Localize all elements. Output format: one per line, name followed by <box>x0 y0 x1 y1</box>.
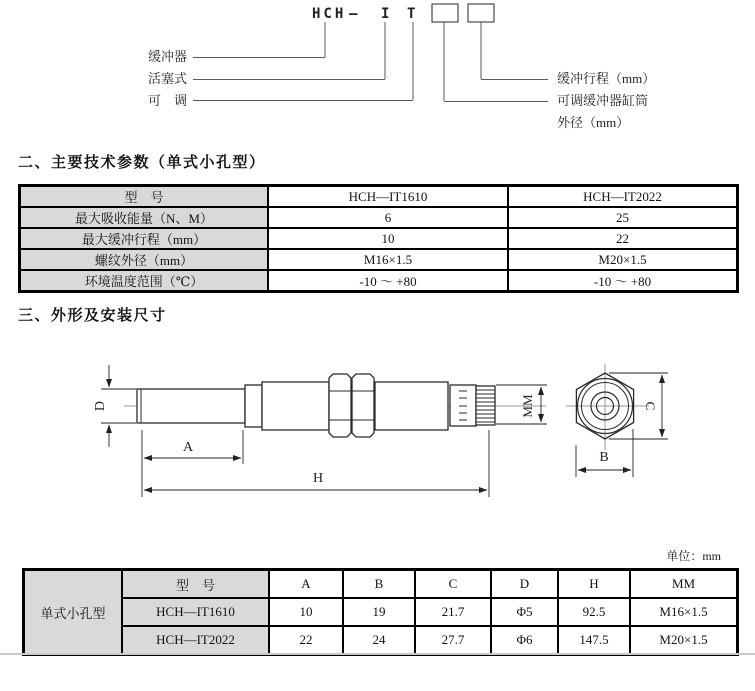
param-value: 22 <box>508 228 737 249</box>
value-cell: M20×1.5 <box>630 626 737 654</box>
table-row <box>20 270 737 291</box>
code-box-diameter <box>432 4 458 22</box>
category-cell: 单式小孔型 <box>24 570 122 654</box>
unit-note: 单位：mm <box>666 549 721 563</box>
model-code-prefix: HCH <box>312 6 347 22</box>
model-code-piston: I <box>381 6 390 22</box>
header-cell: D <box>491 570 558 598</box>
dimensions-table <box>22 568 739 656</box>
value-cell: 10 <box>269 598 343 626</box>
value-cell: 24 <box>343 626 415 654</box>
dim-label-b: B <box>599 450 609 465</box>
value-cell: M16×1.5 <box>630 598 737 626</box>
label-adjustable: 可 调 <box>148 93 188 108</box>
model-code-adjustable: T <box>407 6 416 22</box>
body-left <box>262 382 329 430</box>
header-cell: 型 号 <box>122 570 269 598</box>
table-row <box>20 207 737 228</box>
table-row <box>20 186 737 207</box>
value-cell: 21.7 <box>415 598 491 626</box>
value-cell: 92.5 <box>558 598 630 626</box>
leader-lines <box>193 22 548 102</box>
value-cell: Φ5 <box>491 598 558 626</box>
param-label: 螺纹外径（mm） <box>20 249 268 270</box>
table-row <box>24 598 737 626</box>
piston-rod <box>137 389 245 423</box>
rod-collar <box>245 385 262 427</box>
hex-nut-1 <box>329 374 351 437</box>
param-value: M16×1.5 <box>268 249 508 270</box>
model-cell: HCH—IT2022 <box>122 626 269 654</box>
model-cell: HCH—IT1610 <box>122 598 269 626</box>
header-cell: B <box>343 570 415 598</box>
param-value: M20×1.5 <box>508 249 737 270</box>
label-piston: 活塞式 <box>148 71 188 86</box>
param-label: 环境温度范围（℃） <box>20 270 268 291</box>
dim-label-h: H <box>312 471 324 486</box>
table-row <box>24 626 737 654</box>
param-value: -10 ～ +80 <box>268 270 508 291</box>
model-code-dash: — <box>349 6 358 22</box>
header-cell: H <box>558 570 630 598</box>
side-view-drawing <box>137 374 495 437</box>
parameters-table <box>18 184 739 293</box>
param-label: 最大吸收能量（N、M） <box>20 207 268 228</box>
value-cell: 27.7 <box>415 626 491 654</box>
section-3-heading: 三、外形及安装尺寸 <box>18 307 167 324</box>
param-value: HCH—IT2022 <box>508 186 737 207</box>
dim-label-d: D <box>93 400 108 412</box>
param-value: -10 ～ +80 <box>508 270 737 291</box>
model-code-diagram <box>0 0 755 140</box>
value-cell: Φ6 <box>491 626 558 654</box>
param-value: HCH—IT1610 <box>268 186 508 207</box>
param-value: 10 <box>268 228 508 249</box>
hex-nut-2 <box>352 374 374 437</box>
table-row <box>20 249 737 270</box>
body-right <box>375 382 448 430</box>
header-cell: C <box>415 570 491 598</box>
table-row <box>24 570 737 598</box>
code-box-stroke <box>468 4 494 22</box>
section-2-heading: 二、主要技术参数（单式小孔型） <box>18 154 266 171</box>
param-label: 型 号 <box>20 186 268 207</box>
table-row <box>20 228 737 249</box>
value-cell: 22 <box>269 626 343 654</box>
label-buffer: 缓冲器 <box>148 49 188 64</box>
outline-drawing <box>0 330 755 535</box>
param-label: 最大缓冲行程（mm） <box>20 228 268 249</box>
label-cylinder-od-2: 外径（mm） <box>557 115 630 130</box>
dim-label-c: C <box>643 401 658 411</box>
label-cylinder-od-1: 可调缓冲器缸筒 <box>557 93 649 108</box>
dim-label-a: A <box>182 440 194 455</box>
param-value: 25 <box>508 207 737 228</box>
value-cell: 19 <box>343 598 415 626</box>
header-cell: A <box>269 570 343 598</box>
dim-label-mm: MM <box>520 394 535 418</box>
label-stroke: 缓冲行程（mm） <box>557 71 656 86</box>
header-cell: MM <box>630 570 737 598</box>
value-cell: 147.5 <box>558 626 630 654</box>
param-value: 6 <box>268 207 508 228</box>
page-separator <box>0 653 755 655</box>
